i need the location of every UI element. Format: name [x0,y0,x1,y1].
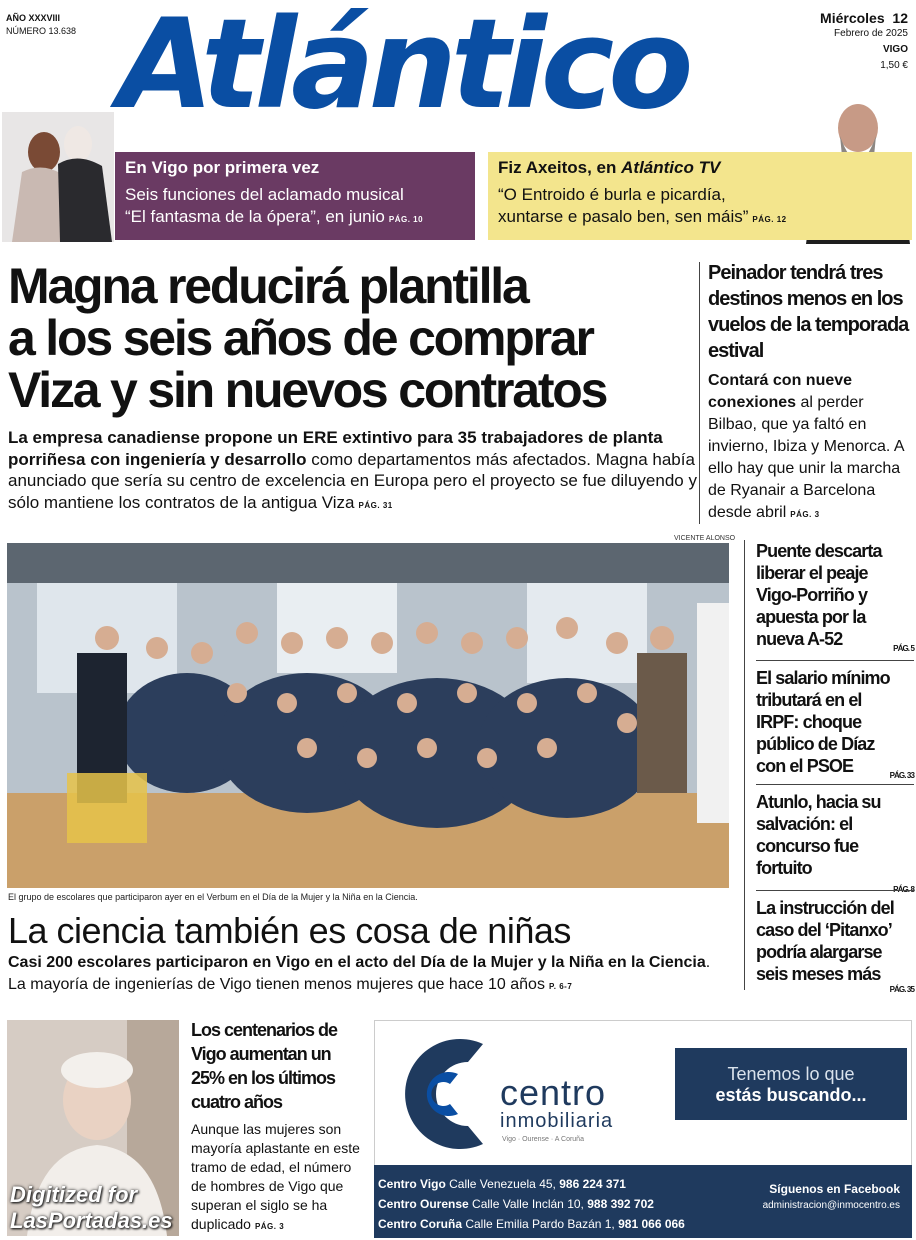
photo-credit: VICENTE ALONSO [674,535,736,542]
divider [756,784,914,785]
teaser-heading: Fiz Axeitos, en [498,158,622,177]
page-ref: PÁG. 3 [254,1222,285,1231]
brief-text: Puente descarta liberar el peaje Vigo-Porriño y apuesta por la nueva A-52 [756,541,882,649]
body-text: al perder Bilbao, que ya faltó en invierno, Ibiza y Menorca. A ello hay que unir la marcha de Ryanair a Barcelona desde abril [708,394,904,521]
divider [756,890,914,891]
edition: VIGO [882,44,908,55]
column-divider [699,262,700,524]
digitized-watermark [10,1182,173,1234]
teaser-line-2: xuntarse e pasalo ben, sen máis” [498,207,749,226]
ad-slogan [675,1048,907,1120]
price: 1,50 € [880,60,908,71]
page-ref: PÁG. 35 [889,985,914,994]
brief-puente[interactable] [756,540,914,660]
teaser-tv[interactable] [488,152,912,240]
ad-brand: centro [500,1072,607,1113]
lead-text: . La mayoría de ingenierías de Vigo tienen menos mujeres que hace 10 años [8,954,711,993]
centenarios-headline[interactable]: Los centenarios de Vigo aumentan un 25% en los últimos cuatro años [191,1020,338,1112]
headline-line: a los seis años de comprar [8,310,593,366]
peinador-body [708,370,908,526]
brief-text: Atunlo, hacia su salvación: el concurso fue fortuito [756,792,881,878]
page-ref: PÁG. 5 [893,644,914,653]
office-line: Centro Ourense Calle Valle Inclán 10, 988 392 702 [378,1197,654,1211]
slogan-line: estás buscando... [715,1085,867,1105]
ad-social [700,1182,900,1211]
main-lead [8,427,698,516]
teaser-line-1: Seis funciones del aclamado musical [125,185,404,204]
teaser-line-1: “O Entroido é burla e picardía, [498,185,726,204]
body-bold: Contará con nueve [708,372,853,389]
office-line: Centro Coruña Calle Emilia Pardo Bazán 1, 981 066 066 [378,1217,685,1231]
ad-offices [378,1174,685,1234]
main-headline[interactable] [8,260,698,416]
email-label: administracion@inmocentro.es [762,1200,900,1211]
page-ref: PÁG. 12 [752,215,787,224]
page-ref: P. 6-7 [548,982,573,991]
lead-text: como departamentos más afectados. Magna había anunciado que sería su centro de excelencia en Europa pero el proyecto se fue diluyendo y sólo mantiene los contratos de la antigua Viza [8,449,697,512]
body-bold: conexiones [708,394,797,411]
watermark-line: Digitized for [10,1182,138,1207]
centenarios-body [191,1120,361,1236]
science-headline[interactable]: La ciencia también es cosa de niñas [8,910,571,951]
page-ref: PÁG. 3 [790,510,820,519]
peinador-headline[interactable]: Peinador tendrá tres destinos menos en los vuelos de la temporada estival [708,262,909,362]
headline-line: Magna reducirá plantilla [8,258,528,314]
phantom-musical-photo [2,112,114,242]
day-number: 12 [892,10,908,26]
office-line: Centro Vigo Calle Venezuela 45, 986 224 371 [378,1177,626,1191]
body-text: Aunque las mujeres son mayoría aplastante en este tramo de edad, el número de hombres de Vigo que superan el siglo se ha duplicado [191,1121,360,1232]
ad-brand-sub: inmobiliaria [500,1110,614,1132]
brief-pitanxo[interactable] [756,897,914,1001]
brief-atunlo[interactable] [756,791,914,901]
brief-text: El salario mínimo tributará en el IRPF: choque público de Díaz con el PSOE [756,668,890,776]
teaser-musical[interactable] [115,152,475,240]
brief-salario[interactable] [756,667,914,787]
teaser-line-2: “El fantasma de la ópera”, en junio [125,207,385,226]
page-ref: PÁG. 10 [388,215,424,224]
weekday: Miércoles [820,10,885,26]
divider [756,660,914,661]
ad-cities: Vigo · Ourense · A Coruña [502,1136,584,1143]
watermark-line: LasPortadas.es [10,1208,173,1233]
group-photo-illustration [7,543,729,888]
facebook-label: Síguenos en Facebook [769,1182,900,1196]
date-block [820,10,908,74]
issue-number: NÚMERO 13.638 [6,26,77,36]
column-divider [744,540,745,990]
centro-logo-icon [388,1034,498,1154]
lead-bold: Casi 200 escolares participaron en Vigo en el acto del Día de la Mujer y la Niña en la Ciencia [8,954,706,971]
page-ref: PÁG. 31 [358,500,393,510]
photo-caption: El grupo de escolares que participaron ayer en el Verbum en el Día de la Mujer y la Niña en la Ciencia. [8,892,418,902]
newspaper-logo: Atlántico [118,0,688,137]
headline-line: Viza y sin nuevos contratos [8,362,607,418]
issue-info [6,12,76,38]
teaser-heading: En Vigo por primera vez [125,158,320,177]
lead-bold: La empresa canadiense propone un ERE extintivo para 35 trabajadores de planta porriñesa con ingeniería y desarrollo [8,428,663,469]
students-group-photo [7,543,729,888]
teaser-brand: Atlántico TV [621,158,721,177]
page-ref: PÁG. 33 [889,771,914,780]
month-year: Febrero de 2025 [834,28,908,39]
science-lead [8,952,728,998]
year-label: AÑO XXXVIII [6,13,61,23]
brief-text: La instrucción del caso del ‘Pitanxo’ podría alargarse seis meses más [756,898,894,984]
slogan-line: Tenemos lo que [727,1064,855,1084]
